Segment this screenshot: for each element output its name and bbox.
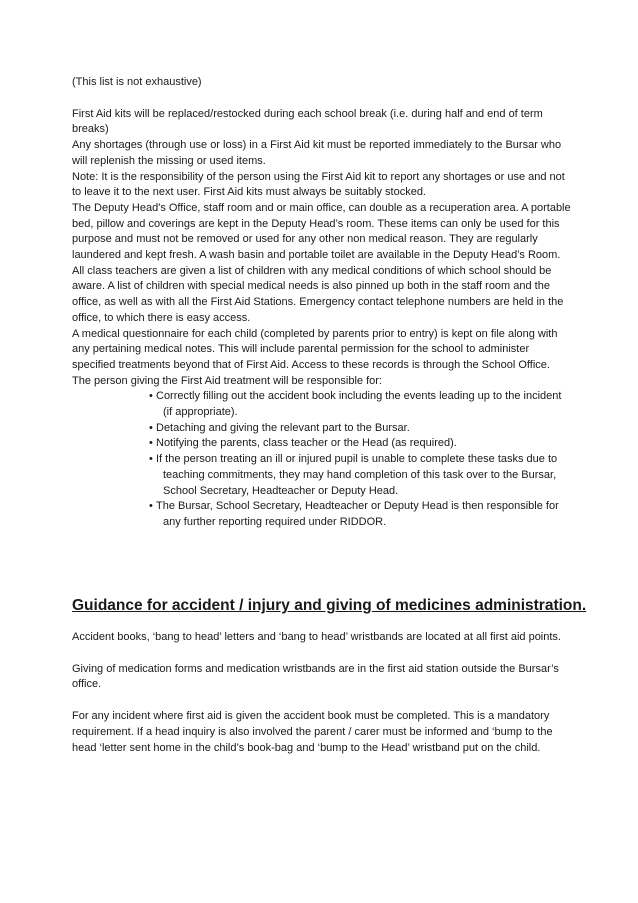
- guidance-paragraph-incident: For any incident where first aid is given the accident book must be completed. This is a mandatory requirement. If a head inquiry is also involved the parent / carer must be informed and ‘bump to the head ‘letter sent home in the child’s book-bag and ‘bump to the Head’ wristband put on the child.: [72, 710, 553, 754]
- bullet-marker: •: [149, 437, 153, 450]
- list-item: • Correctly filling out the accident book including the events leading up to the incident (if appropriate).: [149, 390, 562, 419]
- intro-note: (This list is not exhaustive): [72, 76, 202, 88]
- responsibilities-section: [72, 75, 572, 531]
- paragraph-responsible-for: The person giving the First Aid treatment will be responsible for:: [72, 374, 382, 387]
- bullet-marker: •: [149, 421, 153, 434]
- guidance-paragraph-accident-books: Accident books, ‘bang to head’ letters and ‘bang to head’ wristbands are located at all first aid points.: [72, 631, 561, 643]
- paragraph-shortages: Any shortages (through use or loss) in a First Aid kit must be reported immediately to the Bursar who will replenish the missing or used items.: [72, 139, 562, 167]
- guidance-paragraph-medication-forms: Giving of medication forms and medication wristbands are in the first aid station outside the Bursar’s office.: [72, 662, 559, 691]
- list-item: • Notifying the parents, class teacher or the Head (as required).: [149, 436, 572, 452]
- guidance-heading: Guidance for accident / injury and giving of medicines administration.: [72, 597, 587, 614]
- list-item: • If the person treating an ill or injured pupil is unable to complete these tasks due to teaching commitments, they may hand completion of this task over to the Bursar, School Secretary, Headteacher or Deputy Head.: [149, 453, 558, 497]
- paragraph-questionnaire: A medical questionnaire for each child (completed by parents prior to entry) is kept on file along with any pertaining medical notes. This will include parental permission for the school to administer specified treatments beyond that of First Aid. Access to these records is through the School Office.: [72, 327, 558, 371]
- bullet-marker: •: [149, 453, 153, 466]
- paragraph-restock: First Aid kits will be replaced/restocked during each school break (i.e. during half and end of term breaks): [72, 107, 543, 136]
- paragraph-note: Note: It is the responsibility of the person using the First Aid kit to report any shortages or use and not to leave it to the next user. First Aid kits must always be suitably stocked.: [72, 170, 565, 199]
- bullet-marker: •: [149, 390, 153, 403]
- list-item: • Detaching and giving the relevant part to the Bursar.: [149, 421, 572, 437]
- paragraph-recuperation: The Deputy Head's Office, staff room and or main office, can double as a recuperation area. A portable bed, pillow and coverings are kept in the Deputy Head’s room. These items can only be used for this purpose and must not be removed or used for any other non medical reason. They are regularly laundered and kept fresh. A wash basin and portable toilet are available in the Deputy Head’s Room.: [72, 201, 571, 262]
- responsibility-list: [72, 389, 572, 530]
- list-item: • The Bursar, School Secretary, Headteacher or Deputy Head is then responsible for any further reporting required under RIDDOR.: [149, 500, 559, 528]
- bullet-marker: •: [149, 500, 153, 513]
- paragraph-medical-lists: All class teachers are given a list of children with any medical conditions of which school should be aware. A list of children with special medical needs is also pinned up both in the staff room and the office, as well as with all the First Aid Stations. Emergency contact telephone numbers are held in the office, to which there is easy access.: [72, 264, 564, 324]
- guidance-section: [72, 596, 587, 756]
